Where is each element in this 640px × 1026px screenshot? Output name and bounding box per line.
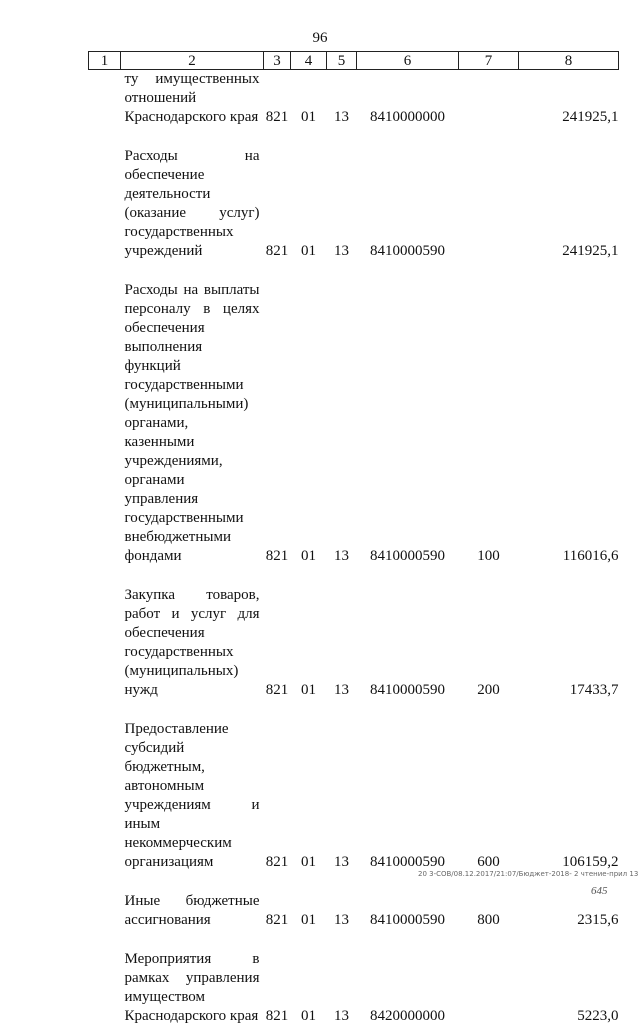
row-amount: 106159,2 [562,854,619,870]
row-subsection-code: 13 [334,243,349,259]
column-number-4: 4 [291,52,327,70]
row-target-code: 8420000000 [370,1008,445,1024]
row-name: Расходы на обеспечение деятельности (оказание услуг) государственных учреждений [124,148,260,259]
row-subsection-code: 13 [334,1008,349,1024]
budget-table [88,51,619,1026]
row-target-code: 8410000590 [370,912,445,928]
column-number-6: 6 [357,52,459,70]
row-subsection-code: 13 [334,854,349,870]
row-amount: 241925,1 [562,243,619,259]
row-admin-code: 821 [265,109,289,125]
row-section-code: 01 [301,243,316,259]
table-row [89,950,619,1026]
row-admin-code: 821 [265,912,289,928]
row-target-code: 8410000590 [370,682,445,698]
row-section-code: 01 [301,548,316,564]
row-section-code: 01 [301,854,316,870]
row-target-code: 8410000590 [370,854,445,870]
column-number-7: 7 [459,52,519,70]
page-number: 96 [312,30,328,46]
column-number-2: 2 [121,52,264,70]
document-stamp: 20 3-СОВ/08.12.2017/21:07/Бюджет-2018- 2 чтение-прил 13 [418,870,639,878]
row-admin-code: 821 [265,548,289,564]
row-name: Расходы на выплаты персоналу в целях обеспечения выполнения функций государственными (муниципальными) органами, казенными учреждениями, органами управления государственными внебюджетными фондами [124,282,260,564]
row-subsection-code: 13 [334,912,349,928]
row-name: Закупка товаров, работ и услуг для обеспечения государственных (муниципальных) нужд [124,587,260,698]
row-subsection-code: 13 [334,109,349,125]
row-admin-code: 821 [265,854,289,870]
row-amount: 241925,1 [562,109,619,125]
table-row [89,281,619,566]
row-expense-type: 800 [477,912,500,928]
column-number-8: 8 [519,52,619,70]
row-amount: 5223,0 [577,1008,619,1024]
row-admin-code: 821 [265,682,289,698]
row-expense-type [459,950,519,1026]
row-expense-type: 100 [477,548,500,564]
column-number-3: 3 [264,52,291,70]
table-row [89,147,619,261]
page-mark: 645 [591,885,608,897]
row-target-code: 8410000590 [370,243,445,259]
table-row [89,720,619,872]
row-name: Предоставление субсидий бюджетным, автономным учреждениям и иным некоммерческим организациям [124,721,260,870]
table-row [89,586,619,700]
row-name: Мероприятия в рамках управления имуществом Краснодарского края [124,951,260,1024]
row-name: Иные бюджетные ассигнования [124,893,260,928]
row-expense-type: 600 [477,854,500,870]
row-expense-type [459,147,519,261]
row-expense-type [459,70,519,128]
row-target-code: 8410000000 [370,109,445,125]
row-section-code: 01 [301,109,316,125]
row-name: ту имущественных отношений Краснодарского края [124,71,260,125]
row-subsection-code: 13 [334,548,349,564]
table-row [89,892,619,930]
row-subsection-code: 13 [334,682,349,698]
row-expense-type: 200 [477,682,500,698]
row-section-code: 01 [301,912,316,928]
row-amount: 17433,7 [569,682,619,698]
row-section-code: 01 [301,1008,316,1024]
row-amount: 116016,6 [562,548,619,564]
header-row [89,52,619,70]
row-admin-code: 821 [265,243,289,259]
column-number-5: 5 [327,52,357,70]
row-amount: 2315,6 [577,912,619,928]
row-admin-code: 821 [265,1008,289,1024]
row-target-code: 8410000590 [370,548,445,564]
column-number-1: 1 [89,52,121,70]
row-section-code: 01 [301,682,316,698]
table-row [89,70,619,128]
